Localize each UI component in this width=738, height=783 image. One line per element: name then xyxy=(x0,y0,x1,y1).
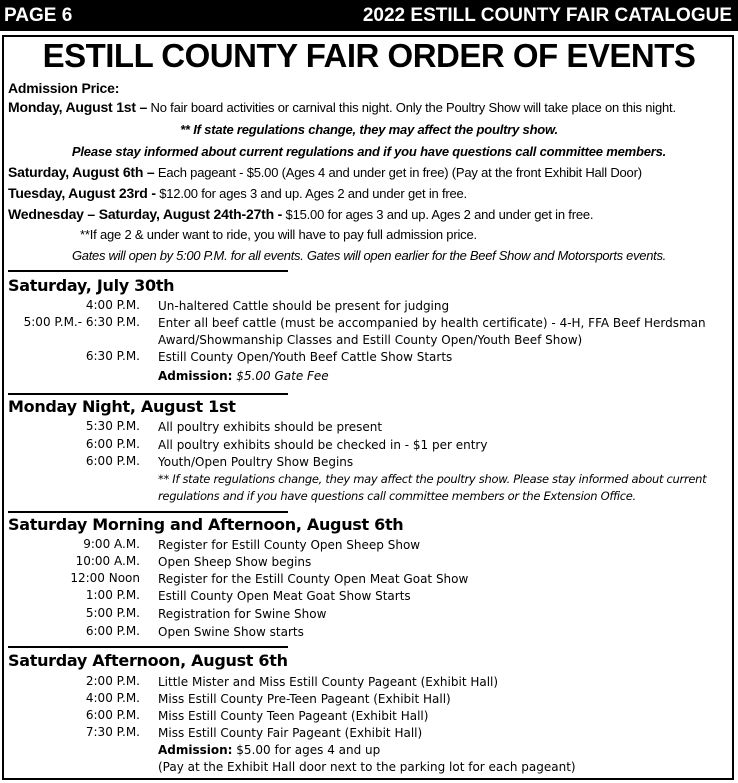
page-header-bar xyxy=(0,0,738,31)
admission-tuesday: Tuesday, August 23rd - $12.00 for ages 3 and up. Ages 2 and under get in free. xyxy=(8,185,467,201)
section-heading-august-6-morning: Saturday Morning and Afternoon, August 6th xyxy=(8,515,404,534)
admission-heading: Admission Price: xyxy=(8,80,120,96)
page-number: PAGE 6 xyxy=(4,5,73,26)
section-heading-july-30: Saturday, July 30th xyxy=(8,276,175,295)
admission-monday: Monday, August 1st – No fair board activities or carnival this night. Only the Poultry Show will take place on this night. xyxy=(8,99,676,115)
admission-note-2: Please stay informed about current regulations and if you have questions call committee members. xyxy=(71,144,667,159)
admission-note-1: ** If state regulations change, they may affect the poultry show. xyxy=(180,122,558,137)
section-heading-august-1: Monday Night, August 1st xyxy=(8,397,236,416)
ride-note: **If age 2 & under want to ride, you will have to pay full admission price. xyxy=(80,227,477,242)
admission-saturday: Saturday, August 6th – Each pageant - $5.00 (Ages 4 and under get in free) (Pay at the front Exhibit Hall Door) xyxy=(8,164,642,180)
catalogue-title: 2022 ESTILL COUNTY FAIR CATALOGUE xyxy=(362,5,732,26)
page-title: ESTILL COUNTY FAIR ORDER OF EVENTS xyxy=(42,37,696,74)
gates-note: Gates will open by 5:00 P.M. for all events. Gates will open earlier for the Beef Show and Motorsports events. xyxy=(72,248,666,263)
admission-wednesday: Wednesday – Saturday, August 24th-27th - $15.00 for ages 3 and up. Ages 2 and under get in free. xyxy=(8,206,594,222)
section-heading-august-6-afternoon: Saturday Afternoon, August 6th xyxy=(8,651,288,670)
section-rule xyxy=(8,393,288,395)
section-rule xyxy=(8,270,288,272)
section-rule xyxy=(8,511,288,513)
section-rule xyxy=(8,646,288,648)
